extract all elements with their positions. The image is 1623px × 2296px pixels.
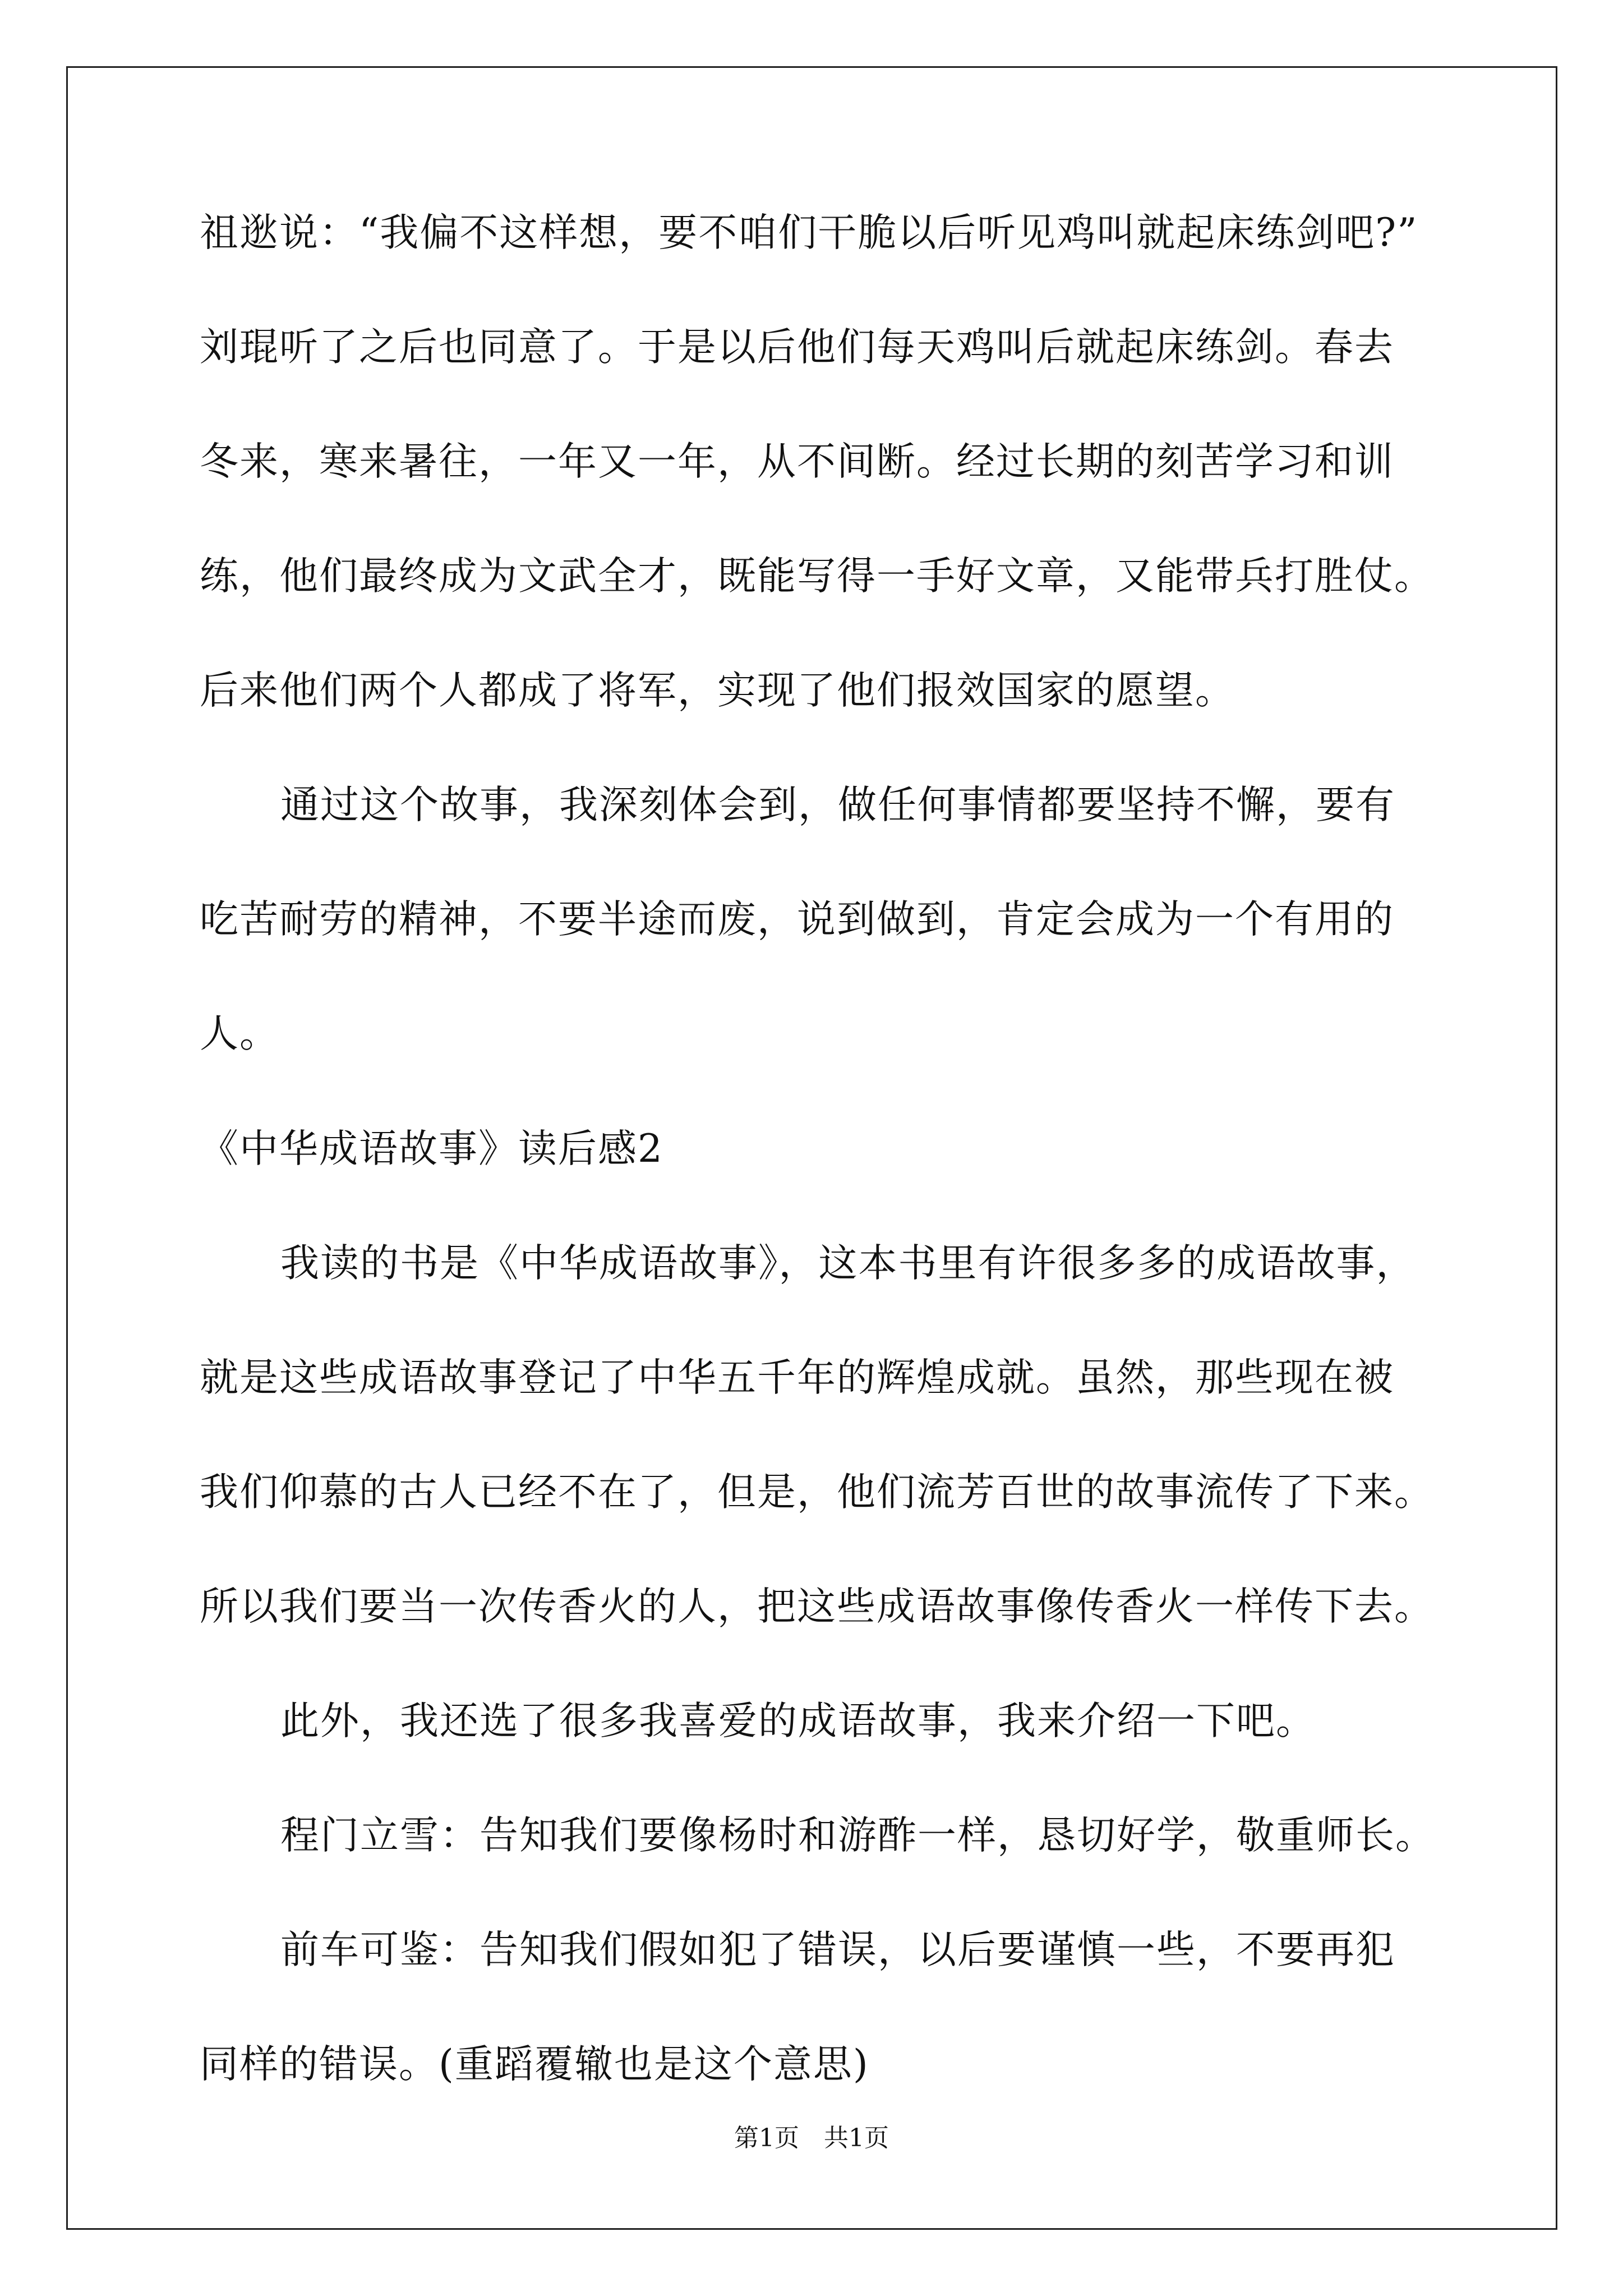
text-line: 祖逖说：“我偏不这样想，要不咱们干脆以后听见鸡叫就起床练剑吧?” — [200, 210, 1418, 255]
text-line: 程门立雪：告知我们要像杨时和游酢一样，恳切好学，敬重师长。 — [280, 1813, 1435, 1858]
text-line: 我读的书是《中华成语故事》，这本书里有许很多多的成语故事， — [280, 1241, 1416, 1286]
text-line: 此外，我还选了很多我喜爱的成语故事，我来介绍一下吧。 — [280, 1699, 1316, 1743]
text-line: 练，他们最终成为文武全才，既能写得一手好文章，又能带兵打胜仗。 — [200, 554, 1434, 599]
text-line: 所以我们要当一次传香火的人，把这些成语故事像传香火一样传下去。 — [200, 1584, 1434, 1629]
text-line: 就是这些成语故事登记了中华五千年的辉煌成就。虽然，那些现在被 — [200, 1355, 1394, 1400]
section-title: 《中华成语故事》读后感2 — [200, 1126, 663, 1171]
text-line: 人。 — [200, 1011, 279, 1056]
text-line: 刘琨听了之后也同意了。于是以后他们每天鸡叫后就起床练剑。春去 — [200, 325, 1394, 370]
text-line: 我们仰慕的古人已经不在了，但是，他们流芳百世的故事流传了下来。 — [200, 1470, 1434, 1515]
text-line: 后来他们两个人都成了将军，实现了他们报效国家的愿望。 — [200, 668, 1235, 713]
text-line: 吃苦耐劳的精神，不要半途而废，说到做到，肯定会成为一个有用的 — [200, 897, 1394, 942]
text-line: 前车可鉴：告知我们假如犯了错误，以后要谨慎一些，不要再犯 — [280, 1927, 1395, 1972]
text-line: 冬来，寒来暑往，一年又一年，从不间断。经过长期的刻苦学习和训 — [200, 439, 1394, 484]
page-footer: 第1页 共1页 — [734, 2124, 889, 2152]
text-line: 同样的错误。(重蹈覆辙也是这个意思) — [200, 2042, 869, 2087]
text-line: 通过这个故事，我深刻体会到，做任何事情都要坚持不懈，要有 — [280, 783, 1395, 827]
